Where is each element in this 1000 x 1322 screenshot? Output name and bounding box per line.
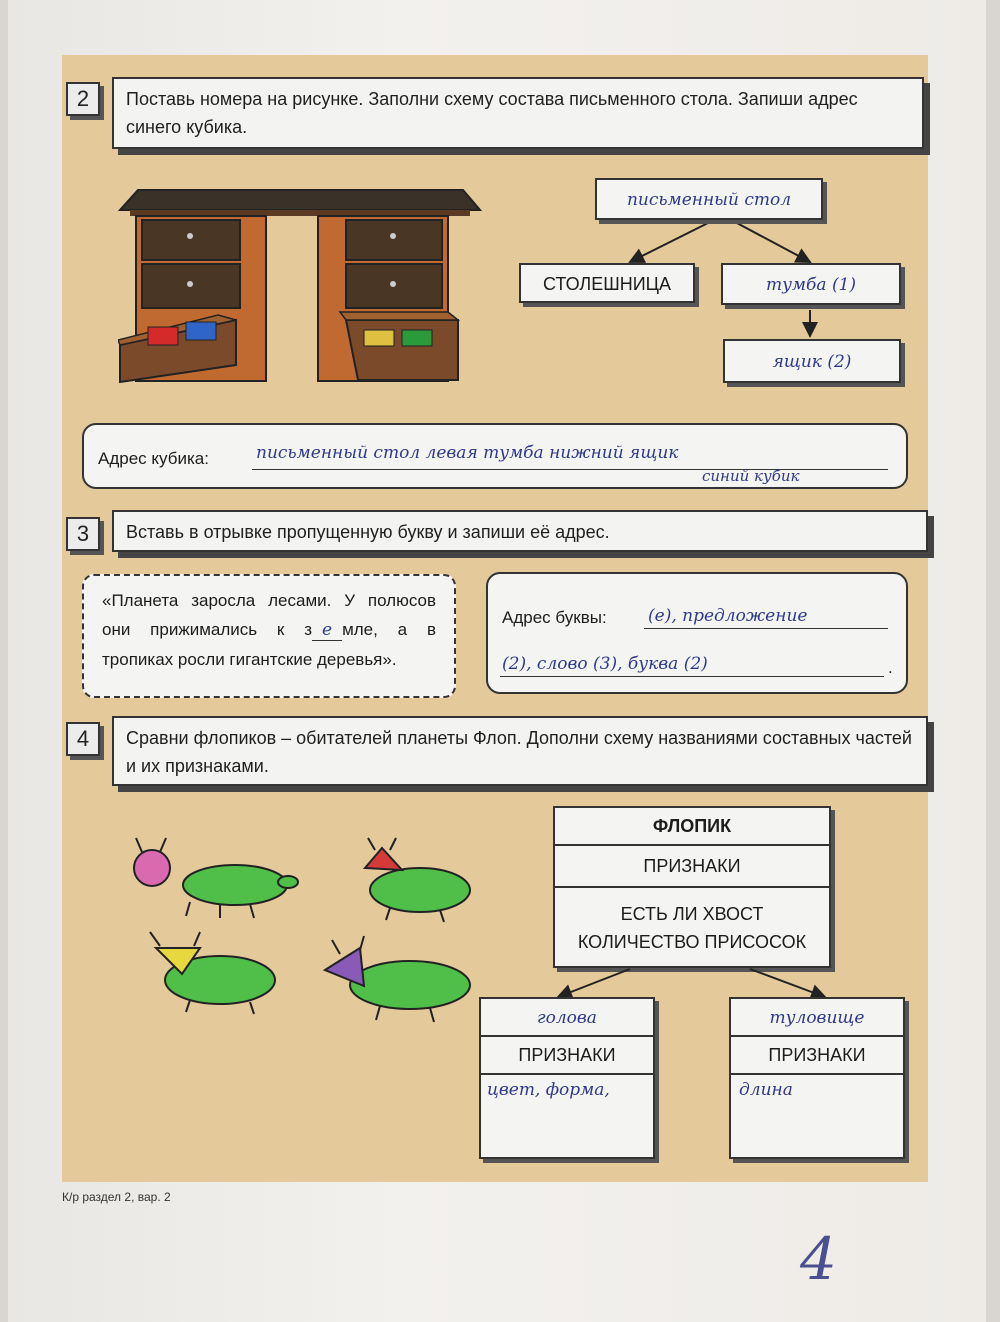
flopik-3 bbox=[150, 932, 275, 1014]
task-4-number: 4 bbox=[66, 722, 100, 756]
flopik-props-label: ПРИЗНАКИ bbox=[555, 846, 829, 888]
flopik-part-right bbox=[729, 997, 905, 1159]
part-right-title bbox=[731, 999, 903, 1037]
cube-address-value: письменный стол левая тумба нижний ящик bbox=[256, 443, 679, 463]
excerpt-part1: «Планета заросла лесами. У полюсов они прижимались к з bbox=[102, 591, 436, 639]
scheme-bottom-text: ящик (2) bbox=[772, 352, 852, 372]
part-left-props-label: ПРИЗНАКИ bbox=[481, 1037, 653, 1075]
task-3-instruction: Вставь в отрывке пропущенную букву и запиши её адрес. bbox=[112, 510, 928, 552]
flopik-props bbox=[555, 888, 829, 966]
letter-address-box bbox=[486, 572, 908, 694]
cube-address-box bbox=[82, 423, 908, 489]
flopik-creatures-illustration bbox=[120, 830, 490, 1030]
flopik-prop-suckers: КОЛИЧЕСТВО ПРИСОСОК bbox=[577, 932, 807, 952]
task-4-instruction: Сравни флопиков – обитателей планеты Флоп. Дополни схему названиями составных частей и их признаками. bbox=[112, 716, 928, 786]
scheme-right-box bbox=[721, 263, 901, 305]
letter-address-line1: (е), предложение bbox=[648, 606, 808, 626]
cube-address-value-2: синий кубик bbox=[702, 467, 800, 485]
scheme-right-text: тумба (1) bbox=[765, 275, 857, 295]
desk-illustration bbox=[118, 170, 483, 385]
cube-address-label: Адрес кубика: bbox=[98, 449, 209, 468]
part-left-title bbox=[481, 999, 653, 1037]
flopik-2 bbox=[365, 838, 470, 922]
letter-address-line2: (2), слово (3), буква (2) bbox=[502, 654, 708, 674]
part-left-props-text: цвет, форма, bbox=[487, 1080, 610, 1100]
footer-label: К/р раздел 2, вар. 2 bbox=[62, 1190, 171, 1204]
address-underline-2 bbox=[500, 676, 884, 677]
flopik-title: ФЛОПИК bbox=[555, 808, 829, 846]
flopik-prop-tail: ЕСТЬ ЛИ ХВОСТ bbox=[620, 904, 764, 924]
handwritten-page-number: 4 bbox=[800, 1225, 837, 1293]
excerpt-part2: мле, а в тропиках росли гигантские деревья». bbox=[102, 620, 436, 669]
excerpt-missing-letter: е bbox=[312, 620, 342, 641]
part-right-props bbox=[731, 1075, 903, 1157]
flopik-4 bbox=[325, 936, 470, 1022]
flopik-part-left bbox=[479, 997, 655, 1159]
part-left-title-text: голова bbox=[537, 1008, 597, 1028]
scheme-bottom-box bbox=[723, 339, 901, 383]
scheme-top-text: письменный стол bbox=[626, 190, 792, 210]
task-3-number: 3 bbox=[66, 517, 100, 551]
task-2-number: 2 bbox=[66, 82, 100, 116]
part-right-props-text: длина bbox=[739, 1080, 793, 1100]
letter-address-period: . bbox=[888, 658, 893, 677]
part-left-props bbox=[481, 1075, 653, 1157]
part-right-props-label: ПРИЗНАКИ bbox=[731, 1037, 903, 1075]
letter-address-label: Адрес буквы: bbox=[502, 608, 607, 627]
flopik-1 bbox=[134, 838, 298, 918]
flopik-scheme-main bbox=[553, 806, 831, 968]
address-underline-1 bbox=[644, 628, 888, 629]
excerpt-box bbox=[82, 574, 456, 698]
part-right-title-text: туловище bbox=[769, 1008, 865, 1028]
scheme-top-box bbox=[595, 178, 823, 220]
task-2-instruction: Поставь номера на рисунке. Заполни схему состава письменного стола. Запиши адрес синего кубика. bbox=[112, 77, 924, 149]
scheme-left-box: СТОЛЕШНИЦА bbox=[519, 263, 695, 303]
